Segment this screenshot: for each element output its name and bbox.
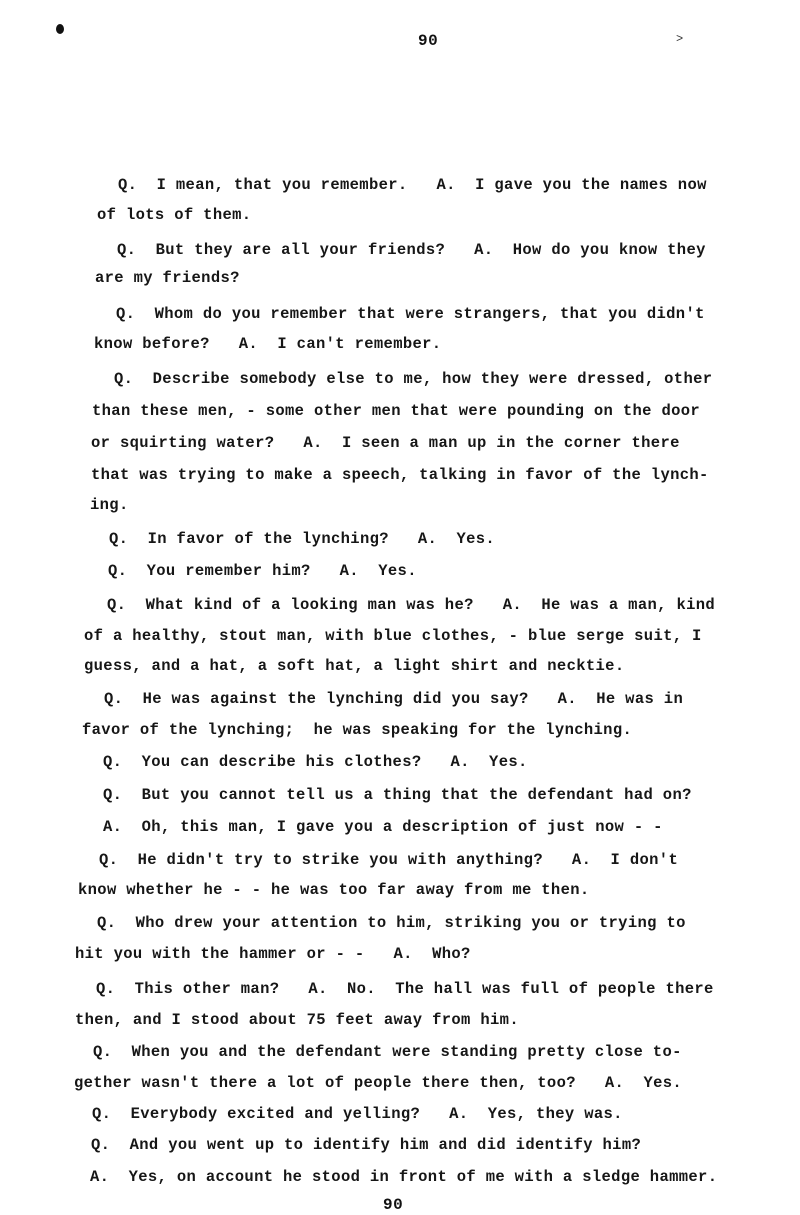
transcript-line: know whether he - - he was too far away from me then. <box>78 881 590 899</box>
transcript-line: Q. In favor of the lynching? A. Yes. <box>109 530 496 548</box>
transcript-line: A. Oh, this man, I gave you a description of just now - - <box>103 818 663 836</box>
transcript-line: Q. But they are all your friends? A. How do you know they <box>117 241 706 259</box>
transcript-line: Q. Who drew your attention to him, striking you or trying to <box>97 914 686 932</box>
transcript-line: Q. Everybody excited and yelling? A. Yes, they was. <box>92 1105 623 1123</box>
transcript-line: of lots of them. <box>97 206 252 224</box>
transcript-line: Q. I mean, that you remember. A. I gave you the names now <box>118 176 707 194</box>
transcript-line: that was trying to make a speech, talking in favor of the lynch- <box>91 466 709 484</box>
transcript-line: ing. <box>90 496 129 514</box>
transcript-line: Q. What kind of a looking man was he? A. He was a man, kind <box>107 596 716 614</box>
transcript-line: A. Yes, on account he stood in front of me with a sledge hammer. <box>90 1168 718 1186</box>
transcript-line: then, and I stood about 75 feet away from him. <box>75 1011 519 1029</box>
transcript-line: Q. But you cannot tell us a thing that the defendant had on? <box>103 786 692 804</box>
transcript-line: of a healthy, stout man, with blue clothes, - blue serge suit, I <box>84 627 702 645</box>
transcript-line: guess, and a hat, a soft hat, a light shirt and necktie. <box>84 657 625 675</box>
transcript-line: Q. And you went up to identify him and did identify him? <box>91 1136 642 1154</box>
stray-mark: > <box>676 32 684 46</box>
transcript-line: Q. He was against the lynching did you say? A. He was in <box>104 690 684 708</box>
transcript-line: Q. Describe somebody else to me, how they were dressed, other <box>114 370 713 388</box>
transcript-line: gether wasn't there a lot of people there then, too? A. Yes. <box>74 1074 683 1092</box>
transcript-line: or squirting water? A. I seen a man up in the corner there <box>91 434 680 452</box>
transcript-line: favor of the lynching; he was speaking for the lynching. <box>82 721 633 739</box>
transcript-line: Q. He didn't try to strike you with anything? A. I don't <box>99 851 679 869</box>
transcript-line: hit you with the hammer or - - A. Who? <box>75 945 471 963</box>
transcript-line: Q. You remember him? A. Yes. <box>108 562 417 580</box>
transcript-line: know before? A. I can't remember. <box>94 335 442 353</box>
transcript-line: Q. This other man? A. No. The hall was full of people there <box>96 980 714 998</box>
page-number-top: 90 <box>418 32 439 50</box>
transcript-line: Q. You can describe his clothes? A. Yes. <box>103 753 528 771</box>
punch-hole-mark-icon <box>56 24 64 34</box>
transcript-line: Q. Whom do you remember that were strangers, that you didn't <box>116 305 705 323</box>
transcript-line: are my friends? <box>95 269 240 287</box>
page-number-bottom: 90 <box>383 1196 404 1214</box>
transcript-line: Q. When you and the defendant were standing pretty close to- <box>93 1043 682 1061</box>
transcript-line: than these men, - some other men that were pounding on the door <box>92 402 701 420</box>
